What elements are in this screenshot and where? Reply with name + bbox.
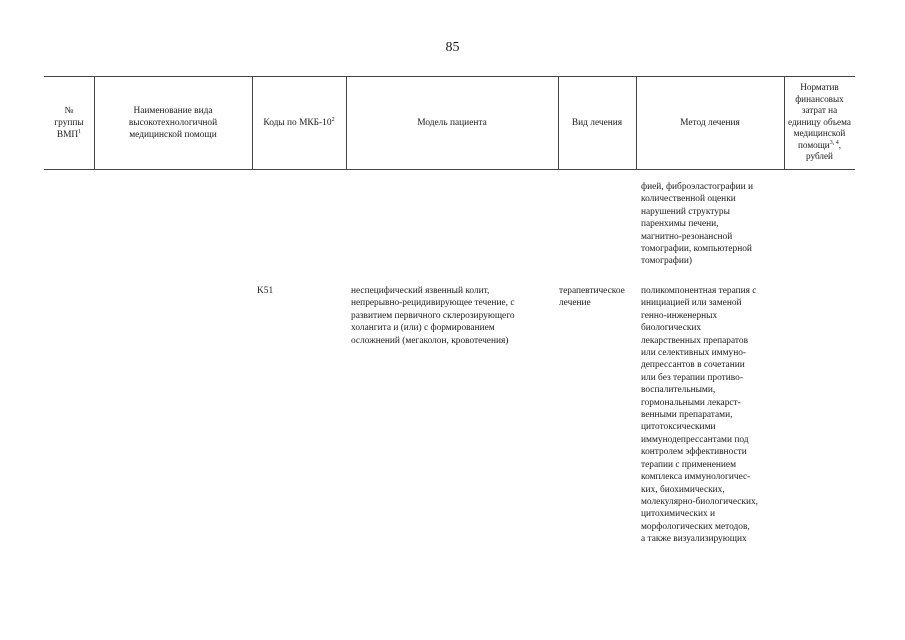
footnote-mark: 1 xyxy=(78,128,82,135)
header-cost-standard: Норматив финансовых затрат на единицу объема медицинской помощи$^{3, 4}$, рублей xyxy=(788,81,851,162)
header-group-number xyxy=(44,76,94,169)
header-group-label: группы ВМП xyxy=(54,117,84,140)
treatment-type-text: терапевтическое лечение xyxy=(559,286,625,309)
header-patient-model: Модель пациента xyxy=(417,117,487,128)
header-icd-codes: Коды по МКБ-$10^2$ xyxy=(263,116,335,128)
header-bottom-rule xyxy=(44,169,855,170)
footnote-mark: 3, 4 xyxy=(829,139,839,146)
header-treatment-type: Вид лечения xyxy=(571,117,623,128)
page-number: 85 xyxy=(445,40,460,55)
header-treatment-method: Метод лечения xyxy=(680,117,740,128)
icd-code: K51 xyxy=(257,286,274,296)
patient-model-text: неспецифический язвенный колит, непрерывно-рецидивирующее течение, с развитием первичного склерозирующего холангита и (или) с формированием осложнений (мегаколон, кровотечения) xyxy=(351,286,515,346)
method-continuation-text: фией, фиброэластографии и количественной оценки нарушений структуры паренхимы печени, магнитно-резонансной томографии, компьютерной томографии) xyxy=(641,182,753,267)
footnote-mark: 2 xyxy=(331,116,335,123)
number-sign: № xyxy=(64,105,74,116)
treatment-method-text: поликомпонентная терапия с инициацией или заменой генно-инженерных биологических лекарственных препаратов или селективных иммуно- депрессантов в сочетании или без терапии противо- воспалительными, гормональными лекарст- венными препаратами, цитотоксическими иммунодепрессантами под контролем эффективности терапии с применением комплекса иммунологичес- ких, биохимических, молекулярно-биологических, цитохимических и морфологических методов, а также визуализирующих xyxy=(641,286,758,545)
header-care-type: Наименование вида высокотехнологичной медицинской помощи xyxy=(128,105,218,140)
